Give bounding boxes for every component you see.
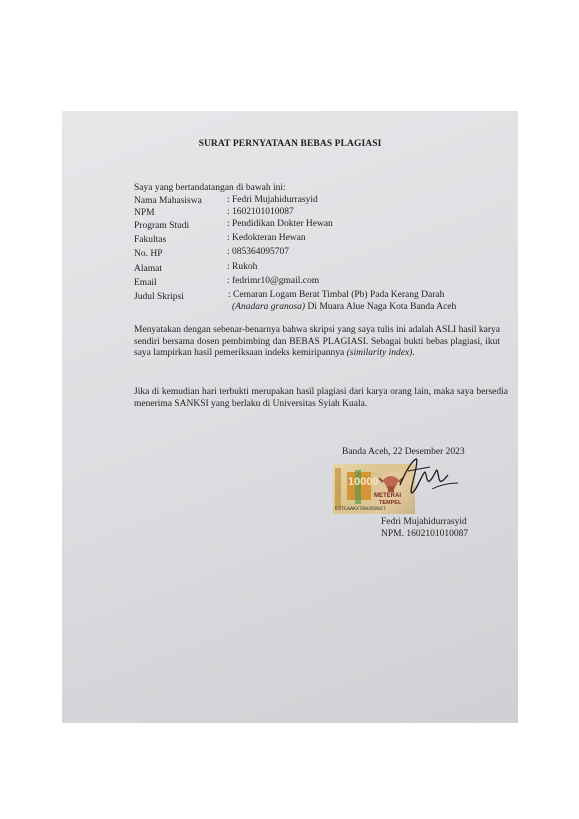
stamp-value: 10000 [348,476,379,488]
field-value-alamat: : Rukoh [227,262,258,272]
statement-text: Menyatakan dengan sebenar-benarnya bahwa skripsi yang saya tulis ini adalah ASLI hasil karya sendiri bersama dosen pembimbing dan BEBAS PLAGIASI. Sebagai bukti bebas plagiasi, ikut saya lampirkan hasil pemeriksaan indeks kemiripannya [134,325,500,358]
stamp-serial: E37CAAKX780359927 [335,506,387,512]
field-value-prodi: : Pendidikan Dokter Hewan [227,219,333,229]
species-name: (Anadara granosa) [232,302,306,312]
document-title: SURAT PERNYATAAN BEBAS PLAGIASI [198,139,382,149]
signature [392,449,462,501]
field-value-fakultas: : Kedokteran Hewan [227,233,306,243]
field-value-hp: : 085364095707 [227,247,290,257]
field-value-npm: : 1602101010087 [227,207,294,217]
stamp-label-meterai: METERAI [374,493,401,499]
statement-paragraph [134,325,500,360]
signer-name: Fedri Mujahidurrasyid [381,517,467,527]
signer-npm: NPM. 1602101010087 [381,529,469,539]
field-value-judul: : Cemaran Logam Berat Timbal (Pb) Pada Kerang Darah [228,290,445,300]
field-label-hp: No. HP [134,249,163,259]
judul-line2-rest: Di Muara Alue Naga Kota Banda Aceh [305,302,457,312]
field-label-prodi: Program Studi [134,221,190,231]
field-label-judul: Judul Skripsi [134,292,184,302]
field-label-nama: Nama Mahasiswa [134,196,202,206]
field-label-npm: NPM [134,208,155,218]
similarity-index-text: (similarity index). [346,348,415,358]
field-value-nama: : Fedri Mujahidurrasyid [227,195,318,205]
field-value-email: : fedrimr10@gmail.com [227,276,320,286]
field-label-alamat: Alamat [134,264,162,274]
stamp-label-tempel: TEMPEL [379,500,402,506]
sanction-paragraph: Jika di kemudian hari terbukti merupakan hasil plagiasi dari karya orang lain, maka saya bersedia menerima SANKSI yang berlaku di Universitas Syiah Kuala. [134,387,508,409]
document-page [62,111,518,723]
field-label-email: Email [134,278,157,288]
field-value-judul-line2 [232,302,456,313]
place-date: Banda Aceh, 22 Desember 2023 [342,447,465,457]
field-label-fakultas: Fakultas [134,235,167,245]
intro-text: Saya yang bertandatangan di bawah ini: [134,183,286,193]
